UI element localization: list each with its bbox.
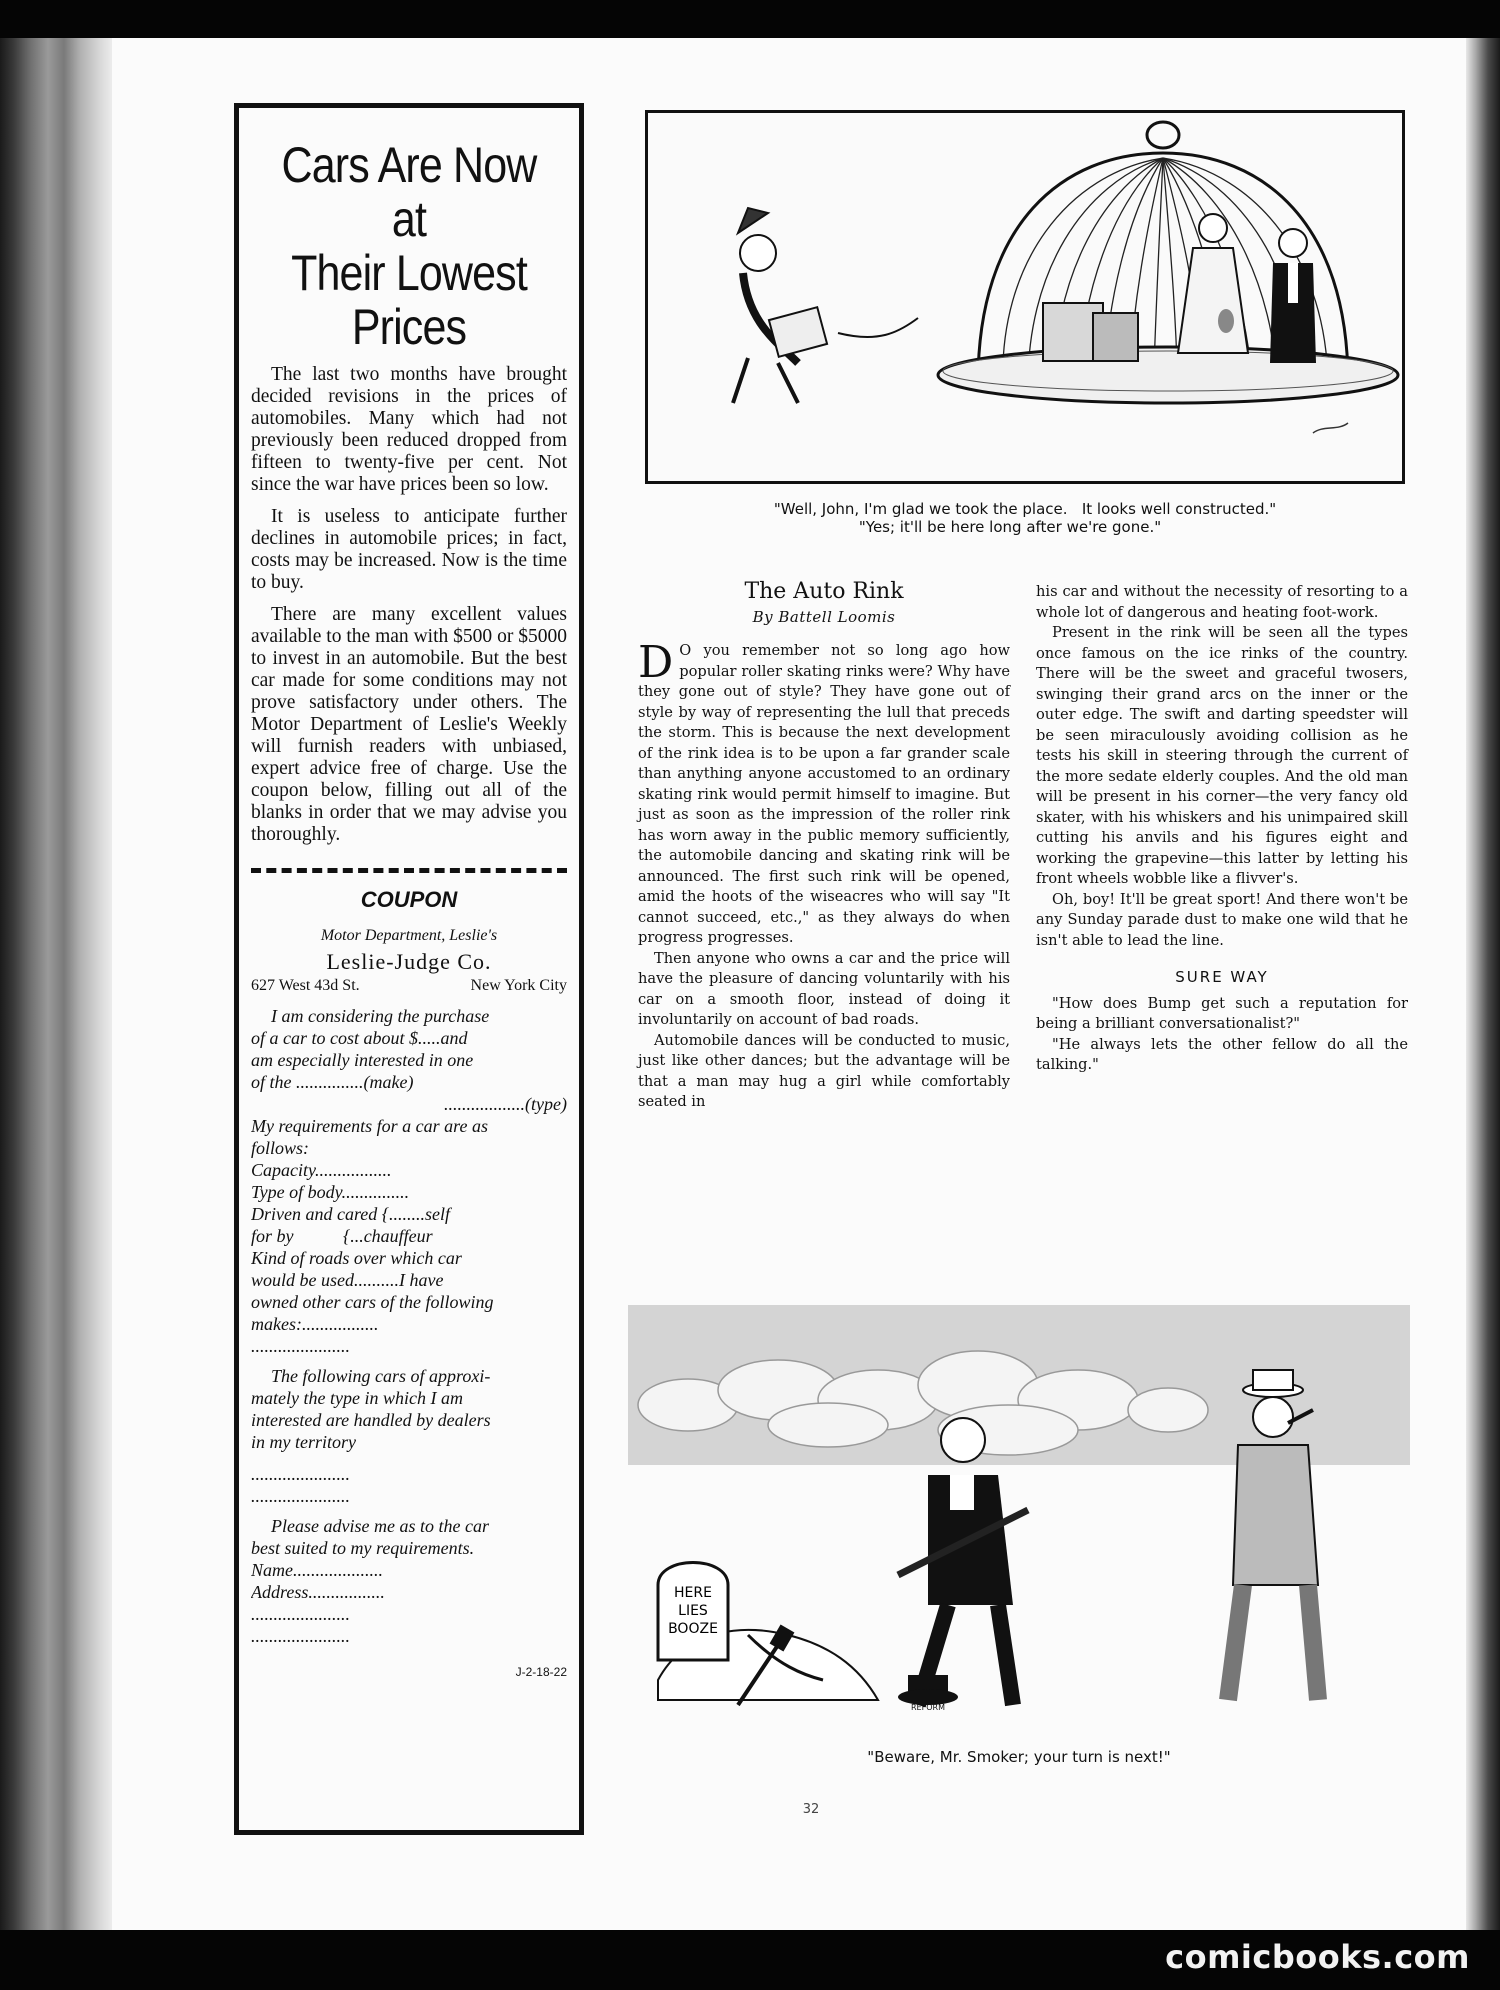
coupon-field-driven-self[interactable]: Driven and cared {........self xyxy=(251,1204,450,1224)
coupon-text-line: Please advise me as to the car xyxy=(271,1516,489,1536)
scan-border-top xyxy=(0,0,1500,38)
dashed-divider xyxy=(251,868,567,873)
coupon-text-line: mately the type in which I am xyxy=(251,1388,463,1408)
coupon-text-line: interested are handled by dealers xyxy=(251,1410,491,1430)
coupon-text-line: Kind of roads over which car xyxy=(251,1248,462,1268)
coupon-field-address[interactable]: Address................. xyxy=(251,1582,385,1602)
coupon-field-make[interactable]: of the ...............(make) xyxy=(251,1072,414,1092)
drop-cap: D xyxy=(638,637,674,688)
coupon-field-address-extra[interactable]: ...................... xyxy=(251,1626,350,1646)
birdcage-illustration xyxy=(648,113,1402,481)
tombstone-text-3: BOOZE xyxy=(668,1621,718,1637)
article-column-right xyxy=(1036,582,1408,1076)
coupon-title: COUPON xyxy=(360,887,458,912)
ad-paragraph: The last two months have brought decided revisions in the prices of automobiles. Many which had not previously been reduced dropped from fifteen to twenty-five per cent. Not since the war have prices been so low. xyxy=(251,364,567,495)
coupon-text-line: I am considering the purchase xyxy=(271,1006,490,1026)
coupon-text-line: follows: xyxy=(251,1138,310,1158)
coupon-field-dealers-extra[interactable]: ...................... xyxy=(251,1486,350,1506)
coupon-form xyxy=(251,887,567,1679)
coupon-field-price[interactable]: of a car to cost about $.....and xyxy=(251,1028,468,1048)
tombstone-text-2: LIES xyxy=(678,1603,708,1619)
article-paragraph: his car and without the necessity of resorting to a whole lot of dangerous and heating foot-work. xyxy=(1036,583,1408,621)
coupon-text-line: owned other cars of the following xyxy=(251,1292,494,1312)
coupon-field-type[interactable]: ..................(type) xyxy=(444,1094,567,1114)
coupon-field-makes-extra[interactable]: ...................... xyxy=(251,1336,350,1356)
coupon-field-dealers[interactable]: ...................... xyxy=(251,1464,350,1484)
coupon-text-line: best suited to my requirements. xyxy=(251,1538,475,1558)
hat-label: REFORM xyxy=(911,1703,945,1712)
article-title: The Auto Rink xyxy=(744,579,904,604)
article-paragraph: Oh, boy! It'll be great sport! And there won't be any Sunday parade dust to make one wild that he isn't able to lead the line. xyxy=(1036,890,1408,949)
page-number: 32 xyxy=(802,1802,820,1817)
coupon-field-body-type[interactable]: Type of body............... xyxy=(251,1182,410,1202)
coupon-field-capacity[interactable]: Capacity................. xyxy=(251,1160,392,1180)
coupon-address: 627 West 43d St. New York City xyxy=(251,977,567,994)
coupon-field-driven-chauffeur[interactable]: for by {...chauffeur xyxy=(251,1226,433,1246)
tombstone-text-1: HERE xyxy=(674,1585,712,1601)
joke-paragraph: "He always lets the other fellow do all the talking." xyxy=(1036,1035,1408,1073)
birdcage-cartoon xyxy=(645,110,1405,484)
top-cartoon-caption: "Well, John, I'm glad we took the place. It looks well constructed." "Yes; it'll be here long after we're gone." xyxy=(773,500,1277,536)
coupon-text-line: in my territory xyxy=(251,1432,356,1452)
coupon-code: J-2-18-22 xyxy=(515,1665,567,1679)
sure-way-title: SURE WAY xyxy=(1175,968,1269,986)
article-paragraph: Then anyone who owns a car and the price will have the pleasure of dancing voluntarily with his car on a smooth floor, instead of doing it involuntarily on account of bad roads. xyxy=(638,949,1010,1028)
coupon-field-address-extra[interactable]: ...................... xyxy=(251,1604,350,1624)
book-binding-right xyxy=(1466,38,1500,1930)
ad-paragraph: There are many excellent values available to the man with $500 or $5000 to invest in an automobile. But the best car made for some conditions may not prove satisfactory under others. The Motor Department of Leslie's Weekly will furnish readers with unbiased, expert advice free of charge. Use the coupon below, filling out all of the blanks in order that we may advise you thoroughly. xyxy=(251,604,567,845)
reform-illustration xyxy=(628,1305,1410,1727)
coupon-company: Leslie-Judge Co. xyxy=(326,949,492,974)
article-column-left xyxy=(638,579,1010,1113)
car-advertisement xyxy=(234,103,584,1835)
coupon-text-line: My requirements for a car are as xyxy=(251,1116,488,1136)
article-byline: By Battell Loomis xyxy=(752,607,896,626)
coupon-department: Motor Department, Leslie's xyxy=(320,927,498,944)
watermark: comicbooks.com xyxy=(1165,1938,1470,1976)
ad-headline: Cars Are Now at Their Lowest Prices xyxy=(281,137,537,355)
reform-cartoon xyxy=(628,1305,1410,1727)
coupon-text-line: The following cars of approxi- xyxy=(271,1366,491,1386)
book-binding-left xyxy=(0,38,112,1930)
coupon-field-makes[interactable]: makes:................. xyxy=(251,1314,379,1334)
ad-paragraph: It is useless to anticipate further declines in automobile prices; in fact, costs may be increased. Now is the time to buy. xyxy=(251,506,567,593)
bottom-cartoon-caption: "Beware, Mr. Smoker; your turn is next!" xyxy=(867,1748,1171,1766)
joke-paragraph: "How does Bump get such a reputation for being a brilliant conversationalist?" xyxy=(1036,994,1408,1032)
article-paragraph: Present in the rink will be seen all the types once famous on the ice rinks of the country. There will be the sweet and graceful twosers, swinging their grand arcs on the inner or the outer edge. The swift and darting speedster will be seen miraculously avoiding collision as he tests his skill in steering through the current of the more sedate elderly couples. And the old man will be present in his corner—the very fancy old skater, with his whiskers and his unimpaired skill cutting his anvils and his figures eight and working the grapevine—this latter by letting his front wheels wobble like a flivver's. xyxy=(1036,624,1408,887)
coupon-field-roads[interactable]: would be used..........I have xyxy=(251,1270,444,1290)
coupon-text-line: am especially interested in one xyxy=(251,1050,474,1070)
article-paragraph: Automobile dances will be conducted to music, just like other dances; but the advantage will be that a man may hug a girl while comfortably seated in xyxy=(638,1031,1010,1110)
coupon-field-name[interactable]: Name.................... xyxy=(251,1560,383,1580)
article-paragraph: D O you remember not so long ago how popular roller skating rinks were? Why have they gone out of style? They have gone out of style by way of representing the lull that preceds the storm. This is because the next development of the rink idea is to be upon a far grander scale than anything anyone accustomed to an ordinary skating rink would permit himself to imagine. But just as soon as the impression of the roller rink has worn away in the public memory sufficiently, the automobile dancing and skating rink will be announced. The first such rink will be opened, amid the hoots of the wiseacres who will say "It cannot succeed, etc.," as they always do when progress progresses. xyxy=(638,637,1010,946)
